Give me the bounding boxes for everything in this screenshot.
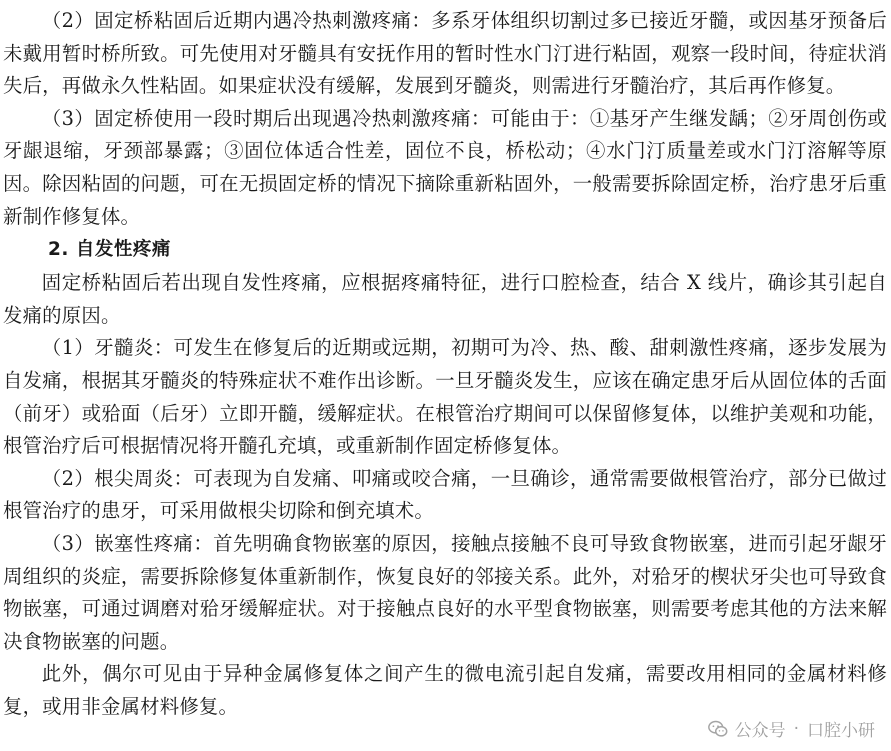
- watermark-prefix: 公众号: [734, 721, 786, 741]
- section-heading-spontaneous-pain: 2. 自发性疼痛: [48, 239, 171, 261]
- watermark-name: 口腔小研: [807, 721, 875, 741]
- paragraph-pulpitis: （1）牙髓炎：可发生在修复后的近期或远期，初期可为冷、热、酸、甜刺激性疼痛，逐步发展为自发痛，根据其牙髓炎的特殊症状不难作出诊断。一旦牙髓炎发生，应该在确定患牙后从固位体的舌面（前牙）或𬌗面（后牙）立即开髓，缓解症状。在根管治疗期间可以保留修复体，以维护美观和功能，根管治疗后可根据情况将开髓孔充填，或重新制作固定桥修复体。: [3, 336, 887, 458]
- paragraph-spontaneous-pain-intro: 固定桥粘固后若出现自发性疼痛，应根据疼痛特征，进行口腔检查，结合 X 线片，确诊其引起自发痛的原因。: [3, 271, 887, 327]
- paragraph-periapical-periodontitis: （2）根尖周炎：可表现为自发痛、叩痛或咬合痛，一旦确诊，通常需要做根管治疗，部分已做过根管治疗的患牙，可采用做根尖切除和倒充填术。: [3, 466, 887, 523]
- wechat-logo-icon: [707, 718, 729, 740]
- watermark-separator: ·: [793, 718, 799, 739]
- paragraph-food-impaction-pain: （3）嵌塞性疼痛：首先明确食物嵌塞的原因，接触点接触不良可导致食物嵌塞，进而引起牙龈牙周组织的炎症，需要拆除修复体重新制作，恢复良好的邻接关系。此外，对𬌗牙的楔状牙尖也可导致食物嵌塞，可通过调磨对𬌗牙缓解症状。对于接触点良好的水平型食物嵌塞，则需要考虑其他的方法来解决食物嵌塞的问题。: [3, 531, 887, 653]
- paragraph-cold-heat-pain-later: （3）固定桥使用一段时期后出现遇冷热刺激疼痛：可能由于：①基牙产生继发龋；②牙周创伤或牙龈退缩，牙颈部暴露；③固位体适合性差，固位不良，桥松动；④水门汀质量差或水门汀溶解等原因。除因粘固的问题，可在无损固定桥的情况下摘除重新粘固外，一般需要拆除固定桥，治疗患牙后重新制作修复体。: [3, 106, 887, 228]
- paragraph-galvanic-current: 此外，偶尔可见由于异种金属修复体之间产生的微电流引起自发痛，需要改用相同的金属材料修复，或用非金属材料修复。: [3, 662, 887, 718]
- watermark: [707, 716, 875, 741]
- paragraph-cold-heat-pain-early: （2）固定桥粘固后近期内遇冷热刺激疼痛：多系牙体组织切割过多已接近牙髓，或因基牙预备后未戴用暂时桥所致。可先使用对牙髓具有安抚作用的暂时性水门汀进行粘固，观察一段时间，待症状消失后，再做永久性粘固。如果症状没有缓解，发展到牙髓炎，则需进行牙髓治疗，其后再作修复。: [3, 9, 887, 98]
